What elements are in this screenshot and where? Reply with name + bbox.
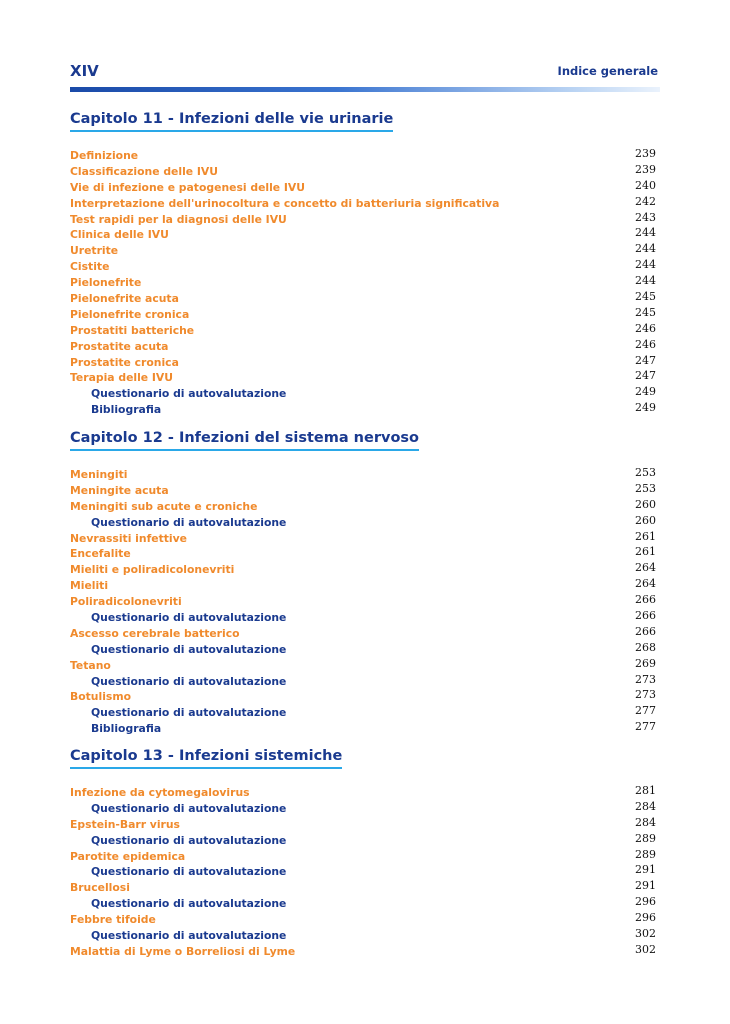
entry-title: Questionario di autovalutazione — [91, 865, 287, 879]
entry-title: Bibliografia — [91, 403, 162, 417]
entry-page-number: 253 — [635, 481, 656, 495]
entry-page-number: 261 — [635, 545, 656, 559]
entry-title: Pielonefrite — [70, 276, 142, 290]
toc-list — [70, 465, 660, 735]
entry-page-number: 239 — [635, 147, 656, 160]
entry-page-number: 243 — [635, 210, 656, 224]
entry-page-number: 289 — [635, 831, 656, 845]
entry-page-number: 260 — [635, 497, 656, 511]
entry-page-number: 245 — [635, 290, 656, 304]
page-number: XIV — [70, 62, 99, 80]
entry-title: Terapia delle IVU — [70, 371, 174, 385]
toc-entry[interactable] — [70, 210, 660, 226]
toc-subentry[interactable] — [70, 799, 660, 815]
toc-entry[interactable] — [70, 656, 660, 672]
toc-entry[interactable] — [70, 337, 660, 353]
entry-page-number: 247 — [635, 369, 656, 383]
entry-page-number: 277 — [635, 720, 656, 734]
entry-title: Poliradicolonevriti — [70, 595, 182, 609]
entry-title: Malattia di Lyme o Borreliosi di Lyme — [70, 944, 296, 958]
entry-page-number: 273 — [635, 688, 656, 702]
entry-page-number: 266 — [635, 609, 656, 623]
entry-page-number: 246 — [635, 337, 656, 351]
entry-page-number: 296 — [635, 911, 656, 925]
toc-entry[interactable] — [70, 783, 660, 799]
chapter-13 — [70, 745, 660, 958]
entry-page-number: 266 — [635, 624, 656, 638]
toc-entry[interactable] — [70, 353, 660, 369]
toc-subentry[interactable] — [70, 608, 660, 624]
entry-page-number: 264 — [635, 577, 656, 591]
toc-entry[interactable] — [70, 529, 660, 545]
entry-title: Questionario di autovalutazione — [91, 674, 287, 688]
entry-page-number: 244 — [635, 258, 656, 272]
entry-title: Pielonefrite acuta — [70, 292, 179, 306]
entry-page-number: 239 — [635, 162, 656, 176]
toc-entry[interactable] — [70, 942, 660, 958]
entry-page-number: 242 — [635, 194, 656, 208]
entry-title: Tetano — [70, 658, 111, 672]
entry-page-number: 240 — [635, 178, 656, 192]
entry-title: Meningite acuta — [70, 483, 169, 497]
entry-page-number: 249 — [635, 385, 656, 399]
header-gradient-rule — [70, 87, 660, 92]
entry-page-number: 284 — [635, 815, 656, 829]
entry-title: Pielonefrite cronica — [70, 307, 190, 321]
entry-page-number: 260 — [635, 513, 656, 527]
entry-title: Parotite epidemica — [70, 849, 186, 863]
toc-entry[interactable] — [70, 162, 660, 178]
entry-page-number: 244 — [635, 226, 656, 240]
toc-subentry[interactable] — [70, 926, 660, 942]
entry-page-number: 261 — [635, 529, 656, 543]
entry-title: Ascesso cerebrale batterico — [70, 626, 240, 640]
chapter-11 — [70, 108, 660, 416]
entry-page-number: 253 — [635, 466, 656, 479]
entry-title: Questionario di autovalutazione — [91, 387, 287, 401]
entry-title: Cistite — [70, 260, 110, 274]
toc-entry[interactable] — [70, 194, 660, 210]
entry-title: Meningiti sub acute e croniche — [70, 499, 258, 513]
toc-subentry[interactable] — [70, 862, 660, 878]
toc-entry[interactable] — [70, 321, 660, 337]
toc-entry[interactable] — [70, 481, 660, 497]
entry-page-number: 264 — [635, 561, 656, 575]
entry-page-number: 291 — [635, 863, 656, 877]
toc-subentry[interactable] — [70, 384, 660, 400]
toc-entry[interactable] — [70, 687, 660, 703]
entry-title: Prostatiti batteriche — [70, 323, 195, 337]
toc-subentry[interactable] — [70, 672, 660, 688]
toc-entry[interactable] — [70, 910, 660, 926]
entry-page-number: 268 — [635, 640, 656, 654]
entry-page-number: 244 — [635, 242, 656, 256]
entry-title: Botulismo — [70, 690, 131, 704]
entry-title: Questionario di autovalutazione — [91, 642, 287, 656]
toc-entry[interactable] — [70, 465, 660, 481]
toc-subentry[interactable] — [70, 894, 660, 910]
toc-entry[interactable] — [70, 815, 660, 831]
toc-subentry[interactable] — [70, 640, 660, 656]
entry-page-number: 291 — [635, 879, 656, 893]
entry-title: Nevrassiti infettive — [70, 531, 187, 545]
chapter-title: Capitolo 12 - Infezioni del sistema nervoso — [70, 430, 419, 451]
entry-title: Bibliografia — [91, 722, 162, 736]
entry-page-number: 246 — [635, 321, 656, 335]
toc-entry[interactable] — [70, 560, 660, 576]
entry-title: Questionario di autovalutazione — [91, 801, 287, 815]
toc-subentry[interactable] — [70, 831, 660, 847]
chapter-12 — [70, 427, 660, 735]
entry-title: Vie di infezione e patogenesi delle IVU — [70, 180, 306, 194]
entry-title: Infezione da cytomegalovirus — [70, 786, 250, 799]
entry-page-number: 284 — [635, 799, 656, 813]
toc-entry[interactable] — [70, 544, 660, 560]
toc-entry[interactable] — [70, 241, 660, 257]
entry-page-number: 302 — [635, 942, 656, 956]
entry-title: Clinica delle IVU — [70, 228, 169, 242]
entry-title: Uretrite — [70, 244, 119, 258]
toc-entry[interactable] — [70, 305, 660, 321]
toc-entry[interactable] — [70, 576, 660, 592]
entry-page-number: 245 — [635, 305, 656, 319]
entry-title: Prostatite acuta — [70, 339, 169, 353]
chapter-title: Capitolo 13 - Infezioni sistemiche — [70, 748, 342, 769]
entry-title: Epstein-Barr virus — [70, 817, 180, 831]
toc-entry[interactable] — [70, 257, 660, 273]
toc-subentry[interactable] — [70, 513, 660, 529]
toc-entry[interactable] — [70, 273, 660, 289]
toc-subentry[interactable] — [70, 400, 660, 416]
toc-entry[interactable] — [70, 878, 660, 894]
entry-title: Questionario di autovalutazione — [91, 929, 287, 943]
page-header — [70, 62, 660, 82]
chapter-title: Capitolo 11 - Infezioni delle vie urinarie — [70, 111, 393, 132]
toc-list — [70, 146, 660, 416]
running-section-title: Indice generale — [557, 64, 658, 78]
entry-title: Mieliti — [70, 579, 109, 593]
entry-page-number: 273 — [635, 672, 656, 686]
entry-page-number: 266 — [635, 593, 656, 607]
toc-subentry[interactable] — [70, 703, 660, 719]
entry-page-number: 249 — [635, 401, 656, 415]
entry-page-number: 269 — [635, 656, 656, 670]
entry-title: Meningiti — [70, 468, 128, 481]
entry-title: Prostatite cronica — [70, 355, 179, 369]
entry-page-number: 296 — [635, 895, 656, 909]
entry-page-number: 289 — [635, 847, 656, 861]
toc-entry[interactable] — [70, 497, 660, 513]
toc-list — [70, 783, 660, 958]
toc-entry[interactable] — [70, 847, 660, 863]
entry-title: Febbre tifoide — [70, 913, 156, 927]
entry-title: Questionario di autovalutazione — [91, 897, 287, 911]
toc-subentry[interactable] — [70, 719, 660, 735]
entry-page-number: 277 — [635, 704, 656, 718]
entry-page-number: 247 — [635, 353, 656, 367]
entry-title: Interpretazione dell'urinocoltura e concetto di batteriuria significativa — [70, 196, 500, 210]
entry-title: Questionario di autovalutazione — [91, 515, 287, 529]
entry-title: Encefalite — [70, 547, 131, 561]
toc-entry[interactable] — [70, 624, 660, 640]
entry-title: Classificazione delle IVU — [70, 164, 218, 178]
entry-title: Questionario di autovalutazione — [91, 611, 287, 625]
toc-entry[interactable] — [70, 146, 660, 162]
entry-title: Mieliti e poliradicolonevriti — [70, 563, 235, 577]
entry-page-number: 302 — [635, 927, 656, 941]
entry-page-number: 244 — [635, 274, 656, 288]
toc-entry[interactable] — [70, 225, 660, 241]
toc-entry[interactable] — [70, 289, 660, 305]
entry-title: Test rapidi per la diagnosi delle IVU — [70, 212, 287, 226]
toc-entry[interactable] — [70, 592, 660, 608]
entry-title: Questionario di autovalutazione — [91, 833, 287, 847]
entry-title: Brucellosi — [70, 881, 130, 895]
entry-page-number: 281 — [635, 784, 656, 797]
toc-entry[interactable] — [70, 178, 660, 194]
entry-title: Definizione — [70, 149, 139, 162]
toc-entry[interactable] — [70, 368, 660, 384]
entry-title: Questionario di autovalutazione — [91, 706, 287, 720]
